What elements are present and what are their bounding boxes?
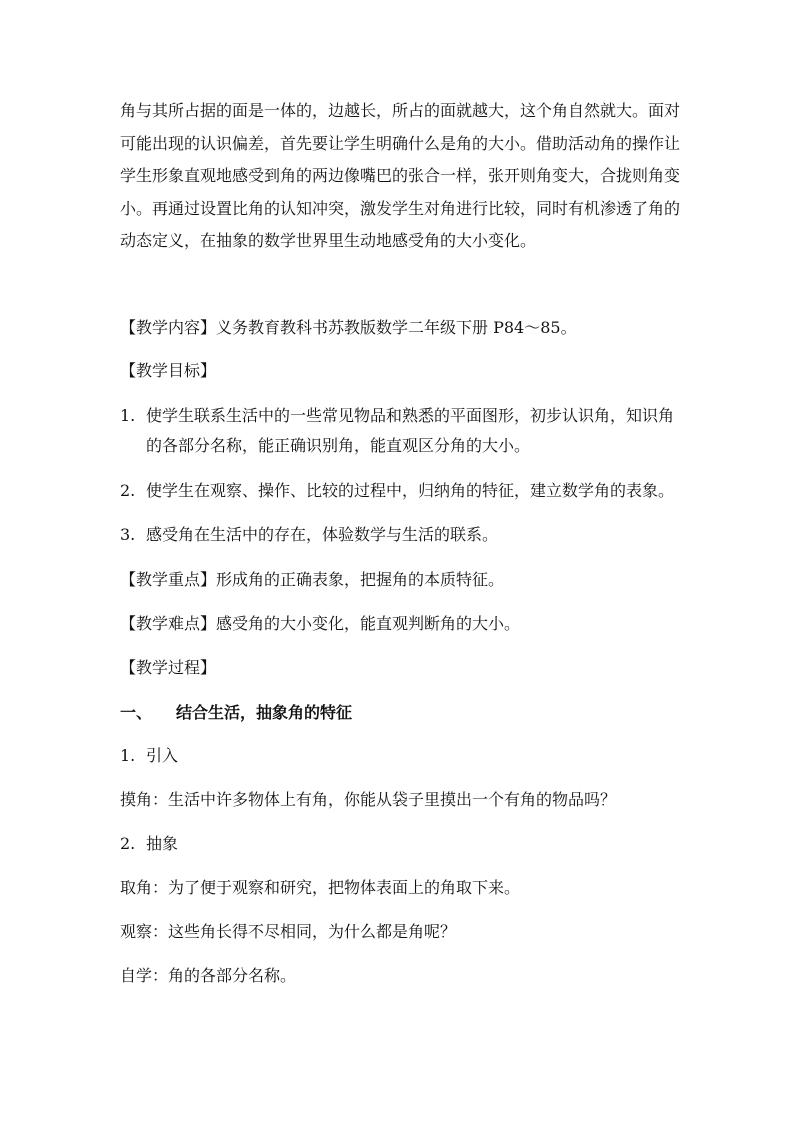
- difficulty-line: [120, 613, 520, 635]
- key-point-label: 【教学重点】: [120, 570, 217, 589]
- objective-number: 1.: [120, 406, 136, 425]
- objective-item-2: [120, 476, 676, 506]
- step-title: 抽象: [146, 834, 179, 853]
- take-angle-line: 取角：为了便于观察和研究，把物体表面上的角取下来。: [120, 878, 521, 897]
- objective-item-3: [120, 520, 676, 550]
- section-number: 一、: [120, 703, 153, 722]
- objective-text-continued: 的各部分名称，能正确识别角，能直观区分角的大小。: [146, 436, 531, 455]
- objective-number: 2.: [120, 481, 136, 500]
- objective-text: 使学生在观察、操作、比较的过程中，归纳角的特征，建立数学角的表象。: [146, 481, 675, 500]
- step-number: 2.: [120, 834, 136, 853]
- section-heading-1: [120, 702, 352, 724]
- self-study-line: 自学：角的各部分名称。: [120, 966, 297, 985]
- step-title: 引入: [146, 746, 179, 765]
- intro-paragraph: 角与其所占据的面是一体的，边越长，所占的面就越大，这个角自然就大。面对可能出现的认识偏差，首先要让学生明确什么是角的大小。借助活动角的操作让学生形象直观地感受到角的两边像嘴巴的张合一样，张开则角变大，合拢则角变小。再通过设置比角的认知冲突，激发学生对角进行比较，同时有机渗透了角的动态定义，在抽象的数学世界里生动地感受角的大小变化。: [120, 101, 681, 250]
- objective-item-1: [120, 401, 676, 461]
- observe-line: 观察：这些角长得不尽相同，为什么都是角呢？: [120, 922, 457, 941]
- step-number: 1.: [120, 746, 136, 765]
- difficulty-label: 【教学难点】: [120, 614, 217, 633]
- touch-angle-line: 摸角：生活中许多物体上有角，你能从袋子里摸出一个有角的物品吗？: [120, 790, 617, 809]
- objective-text: 使学生联系生活中的一些常见物品和熟悉的平面图形，初步认识角，知识角: [146, 406, 675, 425]
- objective-text: 感受角在生活中的存在，体验数学与生活的联系。: [146, 525, 499, 544]
- objective-number: 3.: [120, 525, 136, 544]
- teaching-content-text: 义务教育教科书苏教版数学二年级下册 P84～85。: [216, 318, 577, 337]
- step-heading-2: [120, 833, 178, 855]
- key-point-text: 形成角的正确表象，把握角的本质特征。: [216, 570, 505, 589]
- teaching-objectives-label: 【教学目标】: [120, 361, 217, 380]
- step-heading-1: [120, 745, 178, 767]
- section-title: 结合生活，抽象角的特征: [176, 703, 353, 722]
- difficulty-text: 感受角的大小变化，能直观判断角的大小。: [216, 614, 521, 633]
- teaching-content-line: [120, 317, 577, 339]
- teaching-content-label: 【教学内容】: [120, 318, 217, 337]
- key-point-line: [120, 569, 504, 591]
- teaching-process-label: 【教学过程】: [120, 658, 217, 677]
